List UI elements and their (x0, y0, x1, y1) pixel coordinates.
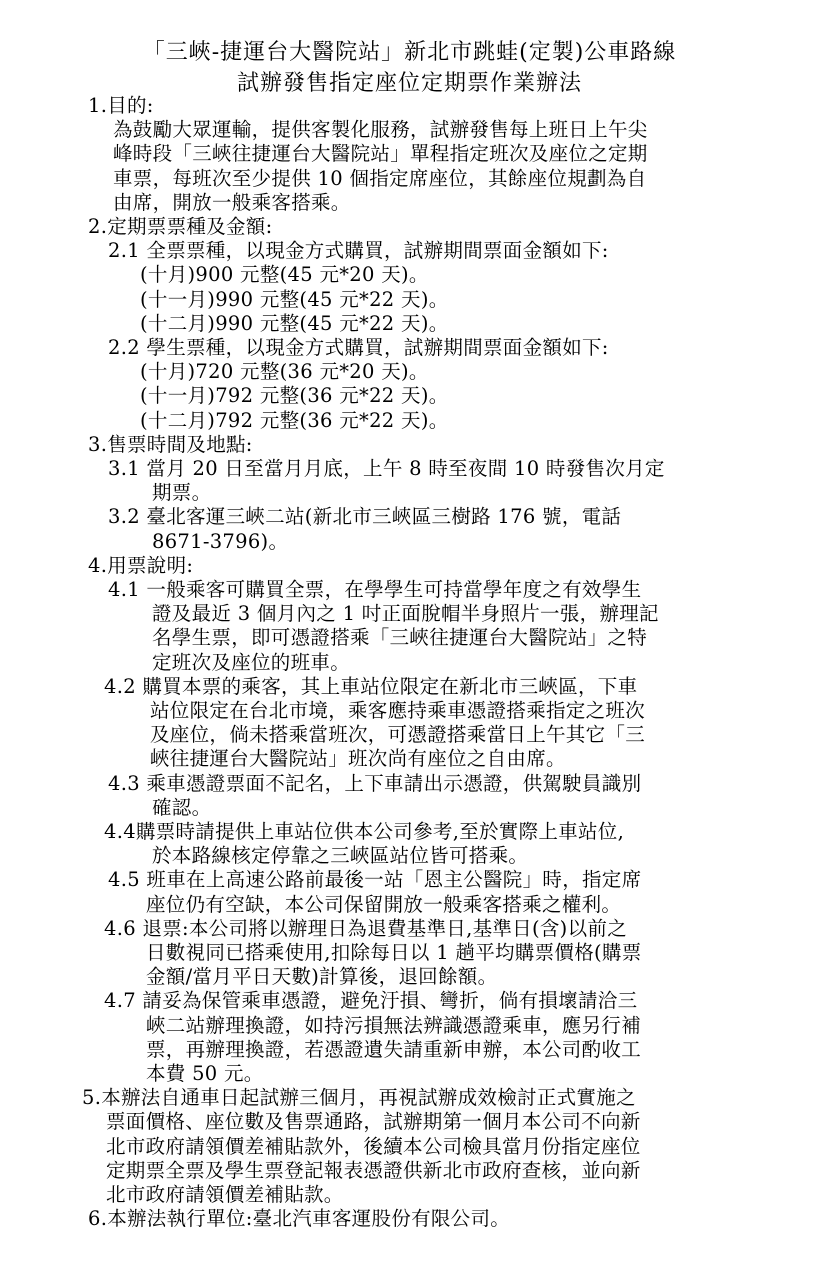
subsection-line: 2.1 全票票種，以現金方式購買，試辦期間票面金額如下: (108, 239, 609, 263)
price-line: (十月)900 元整(45 元*20 天)。 (140, 263, 429, 287)
subsection-line: 4.6 退票:本公司將以辦理日為退費基準日,基準日(含)以前之 (104, 916, 627, 940)
body-line: 票，再辦理換證，若憑證遺失請重新申辦，本公司酌收工 (146, 1037, 642, 1061)
price-line: (十一月)792 元整(36 元*22 天)。 (140, 384, 449, 408)
subsection-line: 4.2 購買本票的乘客，其上車站位限定在新北市三峽區，下車 (104, 674, 638, 698)
body-line: 車票，每班次至少提供 10 個指定席座位，其餘座位規劃為自 (113, 166, 647, 190)
subsection-line: 4.5 班車在上高速公路前最後一站「恩主公醫院」時，指定席 (108, 868, 642, 892)
subsection-line: 4.7 請妥為保管乘車憑證，避免汙損、彎折，倘有損壞請洽三 (104, 989, 638, 1013)
body-line: 證及最近 3 個月內之 1 吋正面脫帽半身照片一張，辦理記 (152, 602, 659, 626)
body-line: 為鼓勵大眾運輸，提供客製化服務，試辦發售每上班日上午尖 (113, 118, 648, 142)
section-heading: 3.售票時間及地點: (88, 432, 253, 456)
subsection-line: 4.1 一般乘客可購買全票，在學學生可持當學年度之有效學生 (108, 578, 642, 601)
body-line: 北市政府請領價差補貼款外，後續本公司檢具當月份指定座位 (106, 1134, 641, 1158)
body-line: 日數視同已搭乘使用,扣除每日以 1 趟平均購票價格(購票 (146, 941, 642, 964)
body-line: 8671-3796)。 (152, 529, 289, 553)
body-line: 於本路線核定停靠之三峽區站位皆可搭乘。 (152, 844, 529, 868)
body-line: 金額/當月平日天數)計算後，退回餘額。 (146, 965, 498, 989)
subsection-line: 4.3 乘車憑證票面不記名，上下車請出示憑證，供駕駛員識別 (108, 771, 642, 795)
document-title-line-2: 試辦發售指定座位定期票作業辦法 (236, 71, 582, 96)
body-line: 確認。 (152, 795, 212, 819)
section-heading: 2.定期票票種及金額: (88, 215, 273, 238)
body-line: 本費 50 元。 (146, 1062, 264, 1085)
body-line: 票面價格、座位數及售票通路，試辦期第一個月本公司不向新 (106, 1110, 641, 1134)
body-line: 峽往捷運台大醫院站」班次尚有座位之自由席。 (150, 747, 566, 771)
body-line: 北市政府請領價差補貼款。 (106, 1183, 344, 1206)
subsection-line: 3.1 當月 20 日至當月月底，上午 8 時至夜間 10 時發售次月定 (108, 457, 665, 480)
document-title-line-1: 「三峽-捷運台大醫院站」新北市跳蛙(定製)公車路線 (142, 40, 677, 65)
subsection-line: 2.2 學生票種，以現金方式購買，試辦期間票面金額如下: (108, 336, 609, 359)
subsection-line: 3.2 臺北客運三峽二站(新北市三峽區三樹路 176 號，電話 (108, 505, 622, 529)
body-line: 峽二站辦理換證，如持污損無法辨識憑證乘車，應另行補 (146, 1013, 642, 1037)
body-line: 及座位，倘未搭乘當班次，可憑證搭乘當日上午其它「三 (150, 723, 646, 747)
section-heading: 1.目的: (88, 94, 154, 117)
section-heading: 6.本辦法執行單位:臺北汽車客運股份有限公司。 (88, 1207, 511, 1231)
price-line: (十二月)990 元整(45 元*22 天)。 (140, 311, 449, 335)
body-line: 定班次及座位的班車。 (152, 650, 351, 674)
body-line: 峰時段「三峽往捷運台大醫院站」單程指定班次及座位之定期 (113, 142, 648, 166)
section-heading: 4.用票說明: (88, 553, 194, 577)
body-line: 期票。 (152, 481, 212, 505)
subsection-line: 4.4購票時請提供上車站位供本公司參考,至於實際上車站位, (104, 820, 625, 843)
section-heading: 5.本辦法自通車日起試辦三個月，再視試辦成效檢討正式實施之 (82, 1086, 636, 1110)
body-line: 由席，開放一般乘客搭乘。 (113, 190, 351, 214)
body-line: 站位限定在台北市境，乘客應持乘車憑證搭乘指定之班次 (150, 699, 646, 722)
price-line: (十月)720 元整(36 元*20 天)。 (140, 360, 429, 384)
body-line: 名學生票，即可憑證搭乘「三峽往捷運台大醫院站」之特 (152, 626, 648, 650)
body-line: 座位仍有空缺，本公司保留開放一般乘客搭乘之權利。 (146, 892, 622, 916)
price-line: (十二月)792 元整(36 元*22 天)。 (140, 408, 449, 432)
body-line: 定期票全票及學生票登記報表憑證供新北市政府查核，並向新 (106, 1158, 641, 1182)
price-line: (十一月)990 元整(45 元*22 天)。 (140, 287, 449, 311)
